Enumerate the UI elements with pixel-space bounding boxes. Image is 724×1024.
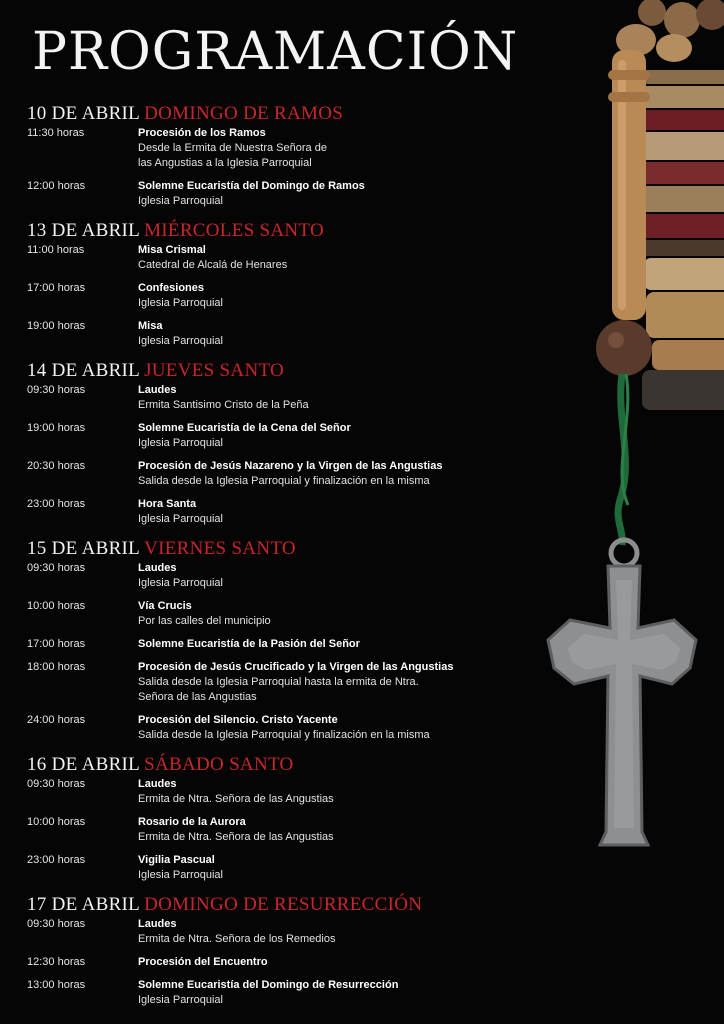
day-name: VIERNES SANTO — [144, 538, 296, 559]
day-section — [27, 359, 567, 527]
day-name: DOMINGO DE RAMOS — [144, 103, 344, 124]
event-row — [27, 637, 567, 652]
event-time: 19:00 horas — [27, 422, 86, 434]
event-row — [27, 126, 567, 171]
day-name: DOMINGO DE RESURRECCIÓN — [144, 894, 423, 915]
event-detail: Salida desde la Iglesia Parroquial y finalización en la misma — [138, 475, 430, 487]
day-heading — [27, 359, 567, 383]
event-row — [27, 179, 567, 209]
day-date: 10 DE ABRIL — [27, 103, 141, 124]
event-detail: Iglesia Parroquial — [138, 869, 223, 881]
event-row — [27, 243, 567, 273]
day-section — [27, 537, 567, 743]
event-title: Hora Santa — [138, 498, 197, 510]
event-time: 09:30 horas — [27, 918, 86, 930]
event-title: Laudes — [138, 384, 177, 396]
event-title: Solemne Eucaristía del Domingo de Ramos — [138, 180, 365, 192]
event-detail: Iglesia Parroquial — [138, 437, 223, 449]
event-detail: Iglesia Parroquial — [138, 577, 223, 589]
event-title: Procesión del Silencio. Cristo Yacente — [138, 714, 338, 726]
event-time: 09:30 horas — [27, 562, 86, 574]
schedule — [27, 102, 567, 1018]
event-row — [27, 459, 567, 489]
event-body — [138, 126, 567, 171]
day-date: 16 DE ABRIL — [27, 754, 141, 775]
day-date: 17 DE ABRIL — [27, 894, 141, 915]
event-time: 13:00 horas — [27, 979, 86, 991]
event-time: 24:00 horas — [27, 714, 86, 726]
event-title: Procesión de los Ramos — [138, 127, 266, 139]
event-body — [138, 459, 567, 489]
day-heading — [27, 753, 567, 777]
day-section — [27, 102, 567, 209]
day-heading — [27, 893, 567, 917]
event-body — [138, 497, 567, 527]
event-title: Solemne Eucaristía de la Cena del Señor — [138, 422, 351, 434]
event-row — [27, 383, 567, 413]
event-title: Vigilia Pascual — [138, 854, 215, 866]
event-title: Confesiones — [138, 282, 205, 294]
event-detail: Catedral de Alcalá de Henares — [138, 259, 288, 271]
event-body — [138, 917, 567, 947]
event-title: Misa Crismal — [138, 244, 206, 256]
day-section — [27, 753, 567, 883]
event-row — [27, 319, 567, 349]
event-row — [27, 497, 567, 527]
event-body — [138, 713, 567, 743]
event-body — [138, 978, 567, 1008]
event-time: 11:00 horas — [27, 244, 85, 256]
event-detail: Iglesia Parroquial — [138, 297, 223, 309]
event-body — [138, 599, 567, 629]
event-body — [138, 660, 567, 705]
event-title: Laudes — [138, 778, 177, 790]
event-body — [138, 281, 567, 311]
event-time: 09:30 horas — [27, 384, 86, 396]
event-time: 10:00 horas — [27, 600, 86, 612]
event-detail: Salida desde la Iglesia Parroquial hasta la ermita de Ntra. Señora de las Angustias — [138, 676, 419, 703]
day-date: 15 DE ABRIL — [27, 538, 141, 559]
event-time: 17:00 horas — [27, 282, 86, 294]
day-heading — [27, 537, 567, 561]
event-detail: Por las calles del municipio — [138, 615, 271, 627]
event-body — [138, 815, 567, 845]
event-detail: Ermita de Ntra. Señora de las Angustias — [138, 831, 334, 843]
event-time: 11:30 horas — [27, 127, 85, 139]
day-date: 13 DE ABRIL — [27, 220, 141, 241]
event-row — [27, 777, 567, 807]
event-body — [138, 561, 567, 591]
event-body — [138, 319, 567, 349]
event-title: Misa — [138, 320, 163, 332]
event-detail: Ermita de Ntra. Señora de las Angustias — [138, 793, 334, 805]
event-body — [138, 421, 567, 451]
event-title: Laudes — [138, 562, 177, 574]
day-section — [27, 893, 567, 1008]
event-time: 12:30 horas — [27, 956, 86, 968]
event-detail: Ermita Santisimo Cristo de la Peña — [138, 399, 309, 411]
event-row — [27, 421, 567, 451]
event-title: Solemne Eucaristía del Domingo de Resurrección — [138, 979, 399, 991]
event-detail: Iglesia Parroquial — [138, 195, 223, 207]
day-name: MIÉRCOLES SANTO — [144, 220, 325, 241]
event-time: 10:00 horas — [27, 816, 86, 828]
event-body — [138, 243, 567, 273]
day-name: JUEVES SANTO — [144, 360, 285, 381]
event-row — [27, 561, 567, 591]
event-body — [138, 777, 567, 807]
event-body — [138, 637, 567, 652]
event-time: 20:30 horas — [27, 460, 86, 472]
event-detail: Iglesia Parroquial — [138, 994, 223, 1006]
event-detail: Ermita de Ntra. Señora de los Remedios — [138, 933, 336, 945]
event-detail: Iglesia Parroquial — [138, 513, 223, 525]
day-name: SÁBADO SANTO — [144, 754, 294, 775]
event-title: Procesión de Jesús Nazareno y la Virgen de las Angustias — [138, 460, 443, 472]
rosary-cross-icon — [524, 0, 724, 880]
day-section — [27, 219, 567, 349]
event-row — [27, 815, 567, 845]
event-row — [27, 713, 567, 743]
event-title: Laudes — [138, 918, 177, 930]
event-title: Procesión del Encuentro — [138, 956, 268, 968]
event-row — [27, 281, 567, 311]
event-body — [138, 383, 567, 413]
event-row — [27, 955, 567, 970]
event-row — [27, 599, 567, 629]
event-row — [27, 978, 567, 1008]
event-detail: Desde la Ermita de Nuestra Señora de las Angustias a la Iglesia Parroquial — [138, 142, 327, 169]
event-time: 19:00 horas — [27, 320, 86, 332]
event-title: Rosario de la Aurora — [138, 816, 246, 828]
event-row — [27, 853, 567, 883]
event-body — [138, 955, 567, 970]
day-heading — [27, 102, 567, 126]
day-date: 14 DE ABRIL — [27, 360, 141, 381]
event-detail: Iglesia Parroquial — [138, 335, 223, 347]
event-body — [138, 853, 567, 883]
event-time: 23:00 horas — [27, 498, 86, 510]
event-time: 12:00 horas — [27, 180, 86, 192]
day-heading — [27, 219, 567, 243]
event-title: Solemne Eucaristía de la Pasión del Señor — [138, 638, 360, 650]
event-detail: Salida desde la Iglesia Parroquial y finalización en la misma — [138, 729, 430, 741]
event-time: 17:00 horas — [27, 638, 86, 650]
event-title: Vía Crucis — [138, 600, 192, 612]
event-time: 23:00 horas — [27, 854, 86, 866]
event-time: 09:30 horas — [27, 778, 86, 790]
event-row — [27, 660, 567, 705]
event-body — [138, 179, 567, 209]
event-time: 18:00 horas — [27, 661, 86, 673]
event-row — [27, 917, 567, 947]
page-title: PROGRAMACIÓN — [32, 22, 519, 82]
event-title: Procesión de Jesús Crucificado y la Virgen de las Angustias — [138, 661, 454, 673]
